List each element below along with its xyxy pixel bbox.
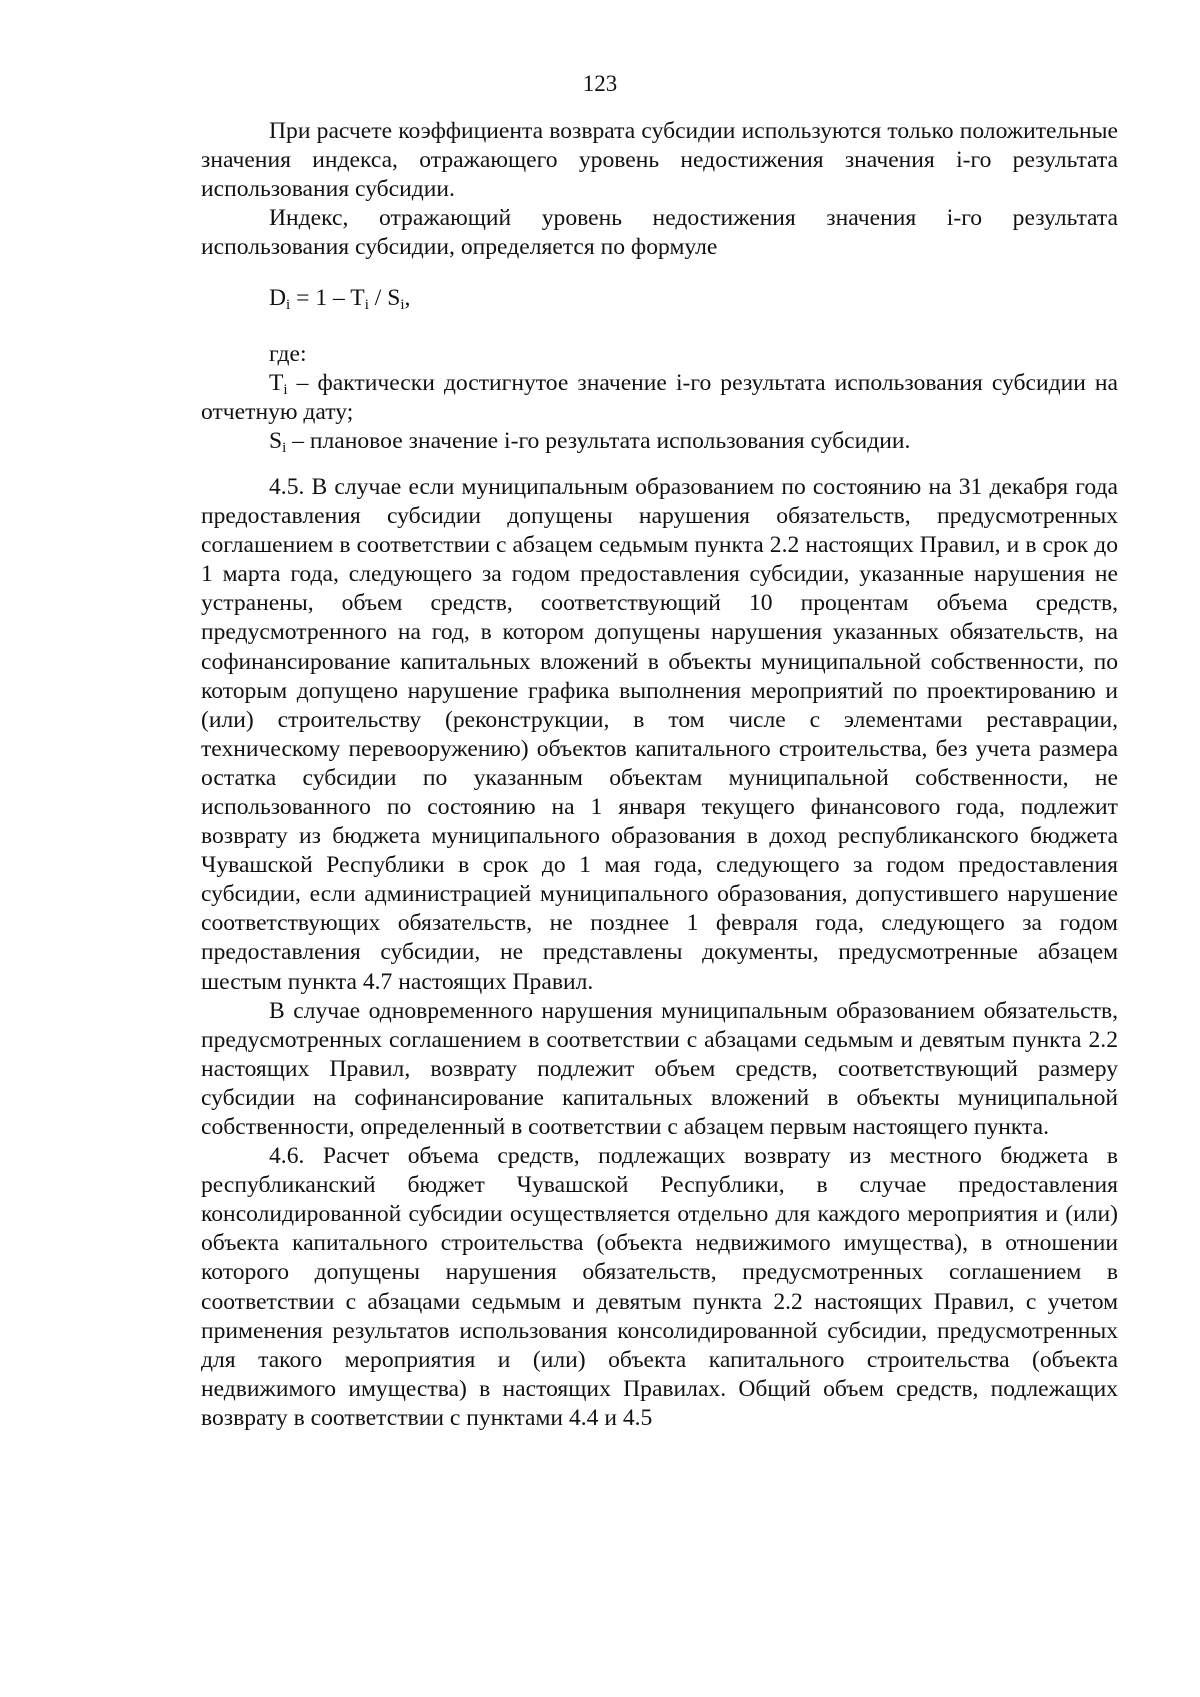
definition-ti-subscript: i xyxy=(283,381,288,398)
paragraph-where: где: xyxy=(269,340,307,367)
formula-s-subscript: i xyxy=(400,297,405,314)
definition-ti xyxy=(201,369,1118,427)
formula-slash: / S xyxy=(368,285,401,312)
paragraph-index-definition: Индекс, отражающий уровень недостижения значения i-го результата использования субсидии, определяется по формуле xyxy=(201,205,1118,261)
paragraph-coefficient-note: При расчете коэффициента возврата субсидии используются только положительные значения индекса, отражающего уровень недостижения значения i-го результата использования субсидии. xyxy=(201,118,1118,203)
definition-si-text: – плановое значение i-го результата использования субсидии. xyxy=(286,427,911,454)
definition-ti-letter: T xyxy=(269,369,284,396)
formula xyxy=(201,284,1118,313)
document-body xyxy=(201,117,1118,1433)
formula-end: , xyxy=(404,285,411,312)
definition-si-subscript: i xyxy=(282,439,287,456)
formula-d: D xyxy=(269,285,287,312)
definition-ti-text: – фактически достигнутое значение i-го результата использования субсидии на отчетную дату; xyxy=(201,369,1118,425)
formula-d-subscript: i xyxy=(286,297,291,314)
paragraph-4-5-second: В случае одновременного нарушения муниципальным образованием обязательств, предусмотренных соглашением в соответствии с абзацами седьмым и девятым пункта 2.2 настоящих Правил, возврату подлежит объем средств, соответствующий размеру субсидии на софинансирование капитальных вложений в объекты муниципальной собственности, определенный в соответствии с абзацем первым настоящего пункта. xyxy=(201,997,1118,1140)
paragraph-4-5: 4.5. В случае если муниципальным образованием по состоянию на 31 декабря года предоставления субсидии допущены нарушения обязательств, предусмотренных соглашением в соответствии с абзацем седьмым пункта 2.2 настоящих Правил, и в срок до 1 марта года, следующего за годом предоставления субсидии, указанные нарушения не устранены, объем средств, соответствующий 10 процентам объема средств, предусмотренного на год, в котором допущены нарушения указанных обязательств, на софинансирование капитальных вложений в объекты муниципальной собственности, по которым допущено нарушение графика выполнения мероприятий по проектированию и (или) строительству (реконструкции, в том числе с элементами реставрации, техническому перевооружению) объектов капитального строительства, без учета размера остатка субсидии по указанным объектам муниципальной собственности, не использованного по состоянию на 1 января текущего финансового года, подлежит возврату из бюджета муниципального образования в доход республиканского бюджета Чувашской Республики в срок до 1 мая года, следующего за годом предоставления субсидии, если администрацией муниципального образования, допустившего нарушение соответствующих обязательств, не позднее 1 февраля года, следующего за годом предоставления субсидии, не представлены документы, предусмотренные абзацем шестым пункта 4.7 настоящих Правил. xyxy=(201,473,1118,995)
definition-si xyxy=(201,427,1118,456)
definition-si-letter: S xyxy=(269,427,283,454)
formula-t-subscript: i xyxy=(364,297,369,314)
page-number: 123 xyxy=(582,71,618,96)
formula-middle: = 1 – T xyxy=(290,285,365,312)
paragraph-4-6: 4.6. Расчет объема средств, подлежащих возврату из местного бюджета в республиканский бюджет Чувашской Республики, в случае предоставления консолидированной субсидии осуществляется отдельно для каждого мероприятия и (или) объекта капитального строительства (объекта недвижимого имущества), в отношении которого допущены нарушения обязательств, предусмотренных соглашением в соответствии с абзацами седьмым и девятым пункта 2.2 настоящих Правил, с учетом применения результатов использования консолидированной субсидии, предусмотренных для такого мероприятия и (или) объекта капитального строительства (объекта недвижимого имущества) в настоящих Правилах. Общий объем средств, подлежащих возврату в соответствии с пунктами 4.4 и 4.5 xyxy=(201,1143,1118,1431)
